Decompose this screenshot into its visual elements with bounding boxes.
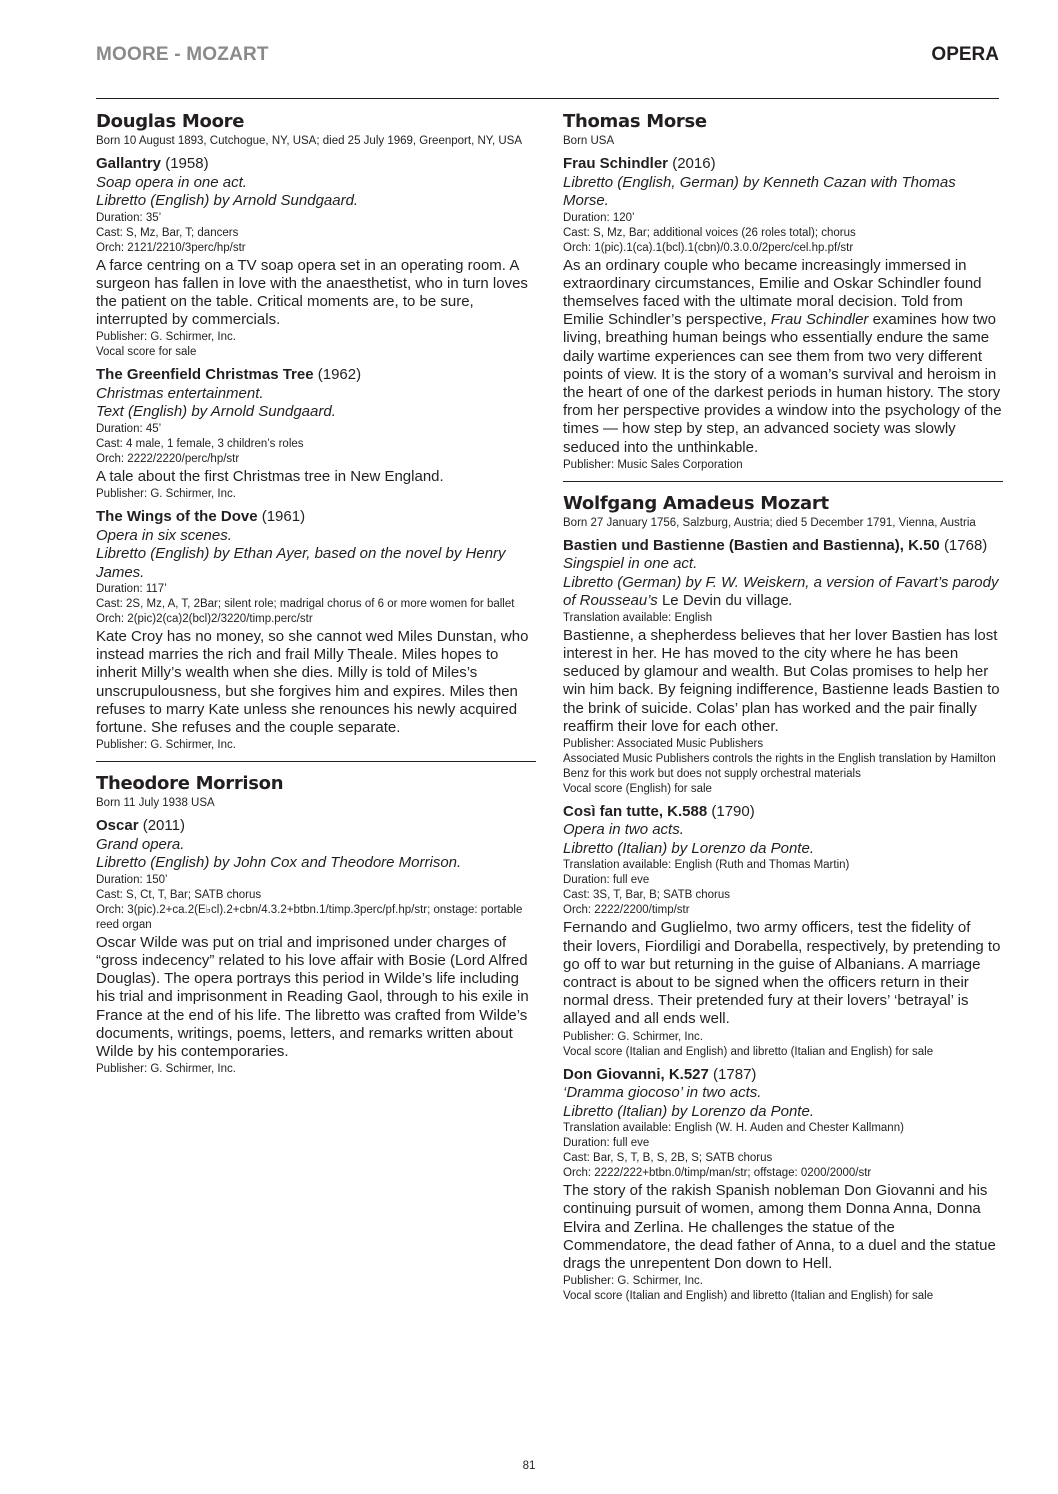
work-libretto: Libretto (English) by Arnold Sundgaard. [96, 192, 359, 209]
work-cast: Cast: Bar, S, T, B, S, 2B, S; SATB chorus [563, 1152, 773, 1165]
composer-dates: Born 27 January 1756, Salzburg, Austria; died 5 December 1791, Vienna, Austria [563, 516, 976, 529]
work-orch: Orch: 2222/2200/timp/str [563, 904, 690, 917]
composer-name: Thomas Morse [563, 111, 707, 132]
composer-name: Douglas Moore [96, 111, 245, 132]
work-description: Fernando and Guglielmo, two army officers, test the fidelity of their lovers, Fiordiligi and Dorabella, respectively, by pretending to go off to war but returning in the guise of Albanians. A marriage contract is about to be signed when the officers return in their normal dress. Their pretended fury at their lovers’ ‘betrayal’ is allayed and all ends well. [563, 919, 1001, 1028]
work-cast: Cast: S, Mz, Bar, T; dancers [96, 226, 239, 239]
composer-name: Wolfgang Amadeus Mozart [563, 492, 829, 514]
work-frau-schindler [563, 155, 1003, 473]
work-don-giovanni [563, 1066, 1003, 1305]
work-orch: Orch: 2222/222+btbn.0/timp/man/str; offstage: 0200/2000/str [563, 1167, 872, 1180]
work-wings-of-the-dove [96, 508, 536, 753]
entry-divider [563, 481, 1003, 482]
work-bastien-und-bastienne [563, 537, 1003, 797]
work-orch: Orch: 2121/2210/3perc/hp/str [96, 241, 246, 254]
work-note: Associated Music Publishers controls the rights in the English translation by Hamilton Benz for this work but does not supply orchestral materials [563, 752, 996, 780]
work-title [563, 1066, 1003, 1085]
work-publisher: Publisher: G. Schirmer, Inc. [563, 1030, 703, 1043]
work-subtitle: Soap opera in one act. [96, 173, 247, 191]
work-orch: Orch: 3(pic).2+ca.2(E♭cl).2+cbn/4.3.2+btbn.1/timp.3perc/pf.hp/str; onstage: portable reed organ [96, 903, 523, 931]
left-column [96, 110, 536, 1083]
work-duration: Duration: 35’ [96, 211, 162, 224]
work-description: Bastienne, a shepherdess believes that her lover Bastien has lost interest in her. He has moved to the city where he has been seduced by glamour and wealth. But Colas promises to help her win him back. By feigning indifference, Bastienne leads Bastien to the brink of suicide. Colas’ plan has worked and the pair finally reaffirm their love for each other. [563, 626, 1000, 735]
work-translation: Translation available: English (Ruth and Thomas Martin) [563, 859, 850, 872]
work-publisher: Publisher: G. Schirmer, Inc. [96, 331, 236, 344]
work-title [96, 817, 536, 836]
work-description: A tale about the first Christmas tree in New England. [96, 467, 444, 485]
running-title: MOORE - MOZART [96, 44, 269, 65]
page-header [96, 44, 999, 74]
work-subtitle: Opera in two acts. [563, 821, 684, 839]
section-title: OPERA [931, 44, 999, 65]
work-subtitle: Grand opera. [96, 835, 185, 853]
right-column [563, 110, 1003, 1310]
work-title [96, 508, 536, 527]
work-year: (1768) [943, 536, 988, 554]
composer-entry-mozart [563, 492, 1003, 1304]
work-publisher: Publisher: G. Schirmer, Inc. [96, 488, 236, 501]
work-libretto: Libretto (English, German) by Kenneth Cazan with Thomas Morse. [563, 173, 956, 209]
work-description: Kate Croy has no money, so she cannot wed Miles Dunstan, who instead marries the rich and frail Milly Theale. Miles hopes to inherit Milly’s wealth when she dies. Milly is told of Miles’s unscrupulousness, but she forgives him and expires. Miles then refuses to marry Kate unless she renounces his newly acquired fortune. She refuses and the couple separate. [96, 628, 529, 737]
work-greenfield [96, 366, 536, 502]
work-subtitle: Christmas entertainment. [96, 384, 264, 402]
work-name: Bastien und Bastienne (Bastien and Bastienna), K.50 [563, 536, 940, 554]
work-libretto [563, 574, 1003, 611]
work-libretto: Text (English) by Arnold Sundgaard. [96, 403, 336, 421]
work-subtitle: Opera in six scenes. [96, 526, 232, 544]
work-subtitle: ‘Dramma giocoso’ in two acts. [563, 1084, 762, 1102]
work-oscar [96, 817, 536, 1077]
work-cast: Cast: 3S, T, Bar, B; SATB chorus [563, 889, 731, 902]
work-publisher: Publisher: Music Sales Corporation [563, 458, 743, 471]
libretto-work-reference: Le Devin du village [657, 592, 789, 610]
work-subtitle: Singspiel in one act. [563, 555, 698, 573]
work-description: Oscar Wilde was put on trial and imprisoned under charges of “gross indecency” related to his love affair with Bosie (Lord Alfred Douglas). The opera portrays this period in Wilde’s life including his trial and imprisonment in Reading Gaol, through to his exile in France at the end of his life. The libretto was crafted from Wilde’s documents, writings, poems, letters, and remarks written about Wilde by his contemporaries. [96, 933, 529, 1060]
page-number: 81 [522, 1460, 536, 1472]
work-year: (1962) [317, 366, 362, 384]
work-duration: Duration: 117’ [96, 583, 167, 596]
description-italic: Frau Schindler [770, 311, 869, 329]
work-description: A farce centring on a TV soap opera set in an operating room. A surgeon has fallen in love with the anaesthetist, who in turn loves the patient on the table. Critical moments are, to be sure, interrupted by commercials. [96, 256, 528, 329]
work-title [563, 803, 1003, 822]
composer-dates: Born 10 August 1893, Cutchogue, NY, USA; died 25 July 1969, Greenport, NY, USA [96, 135, 522, 147]
work-year: (1961) [261, 508, 306, 526]
work-duration: Duration: 150’ [96, 873, 168, 886]
work-gallantry [96, 155, 536, 360]
work-note: Vocal score (Italian and English) and libretto (Italian and English) for sale [563, 1045, 934, 1058]
composer-entry-morrison [96, 772, 536, 1077]
work-name: Così fan tutte, K.588 [563, 802, 708, 820]
work-name: Frau Schindler [563, 155, 669, 172]
work-libretto: Libretto (Italian) by Lorenzo da Ponte. [563, 1102, 814, 1120]
work-title [96, 366, 536, 385]
entry-divider [96, 761, 536, 762]
work-translation: Translation available: English (W. H. Auden and Chester Kallmann) [563, 1122, 904, 1135]
work-duration: Duration: 120’ [563, 211, 635, 224]
work-year: (1787) [713, 1065, 757, 1083]
description-text: examines how two living, breathing human beings who essentially endure the same daily wartime experiences can see them from two very different points of view. It is the story of a woman’s survival and heroism in the heart of one of the darkest periods in human history. The story from her perspective provides a window into the psychology of the times — how step by step, an advanced society was slowly seduced into the unthinkable. [563, 311, 1002, 456]
work-publisher: Publisher: Associated Music Publishers [563, 737, 764, 750]
work-name: Oscar [96, 817, 139, 835]
libretto-text: Libretto (German) by F. W. Weiskern, a version of Favart’s parody of Rousseau’s [563, 573, 999, 610]
work-description: The story of the rakish Spanish nobleman Don Giovanni and his continuing pursuit of women, among them Donna Anna, Donna Elvira and Zerlina. He challenges the statue of the Commendatore, the dead father of Anna, to a duel and the statue drags the unrepentent Don down to Hell. [563, 1182, 996, 1272]
work-libretto: Libretto (English) by Ethan Ayer, based on the novel by Henry James. [96, 545, 506, 581]
work-description [563, 257, 1003, 457]
work-publisher: Publisher: G. Schirmer, Inc. [96, 739, 236, 752]
work-orch: Orch: 1(pic).1(ca).1(bcl).1(cbn)/0.3.0.0/2perc/cel.hp.pf/str [563, 241, 854, 254]
composer-entry-moore [96, 110, 536, 753]
work-orch: Orch: 2(pic)2(ca)2(bcl)2/3220/timp.perc/str [96, 613, 313, 626]
work-cast: Cast: S, Mz, Bar; additional voices (26 roles total); chorus [563, 226, 856, 239]
work-name: The Wings of the Dove [96, 508, 258, 526]
work-duration: Duration: full eve [563, 1137, 650, 1150]
work-name: Gallantry [96, 155, 162, 172]
work-title [563, 155, 1003, 174]
work-duration: Duration: 45’ [96, 422, 162, 435]
composer-entry-morse [563, 110, 1003, 473]
composer-name: Theodore Morrison [96, 773, 284, 795]
work-duration: Duration: full eve [563, 874, 650, 887]
work-year: (2011) [142, 817, 185, 835]
composer-dates: Born USA [563, 135, 615, 147]
work-cast: Cast: 4 male, 1 female, 3 children’s roles [96, 437, 304, 450]
work-year: (1958) [165, 155, 209, 172]
libretto-text: . [788, 592, 793, 610]
work-cast: Cast: S, Ct, T, Bar; SATB chorus [96, 888, 262, 901]
header-rule [96, 98, 999, 99]
work-cast: Cast: 2S, Mz, A, T, 2Bar; silent role; madrigal chorus of 6 or more women for ballet [96, 598, 515, 611]
work-publisher: Publisher: G. Schirmer, Inc. [563, 1275, 703, 1288]
composer-dates: Born 11 July 1938 USA [96, 797, 215, 810]
work-translation: Translation available: English [563, 611, 713, 624]
work-name: Don Giovanni, K.527 [563, 1065, 709, 1083]
work-note: Vocal score (Italian and English) and libretto (Italian and English) for sale [563, 1290, 934, 1303]
description-text: As an ordinary couple who became increasingly immersed in extraordinary circumstances, Emilie and Oskar Schindler found themselves faced with the ultimate moral decision. Told from Emilie Schindler’s perspective, [563, 256, 982, 329]
work-title [96, 155, 536, 174]
work-title [563, 537, 1003, 556]
work-orch: Orch: 2222/2220/perc/hp/str [96, 452, 240, 465]
work-libretto: Libretto (English) by John Cox and Theodore Morrison. [96, 854, 462, 872]
work-publisher: Publisher: G. Schirmer, Inc. [96, 1063, 236, 1076]
work-name: The Greenfield Christmas Tree [96, 366, 314, 384]
work-cosi-fan-tutte [563, 803, 1003, 1060]
work-note: Vocal score (English) for sale [563, 782, 712, 795]
work-note: Vocal score for sale [96, 346, 197, 359]
work-year: (1790) [711, 802, 755, 820]
work-libretto: Libretto (Italian) by Lorenzo da Ponte. [563, 839, 814, 857]
work-year: (2016) [672, 155, 716, 172]
